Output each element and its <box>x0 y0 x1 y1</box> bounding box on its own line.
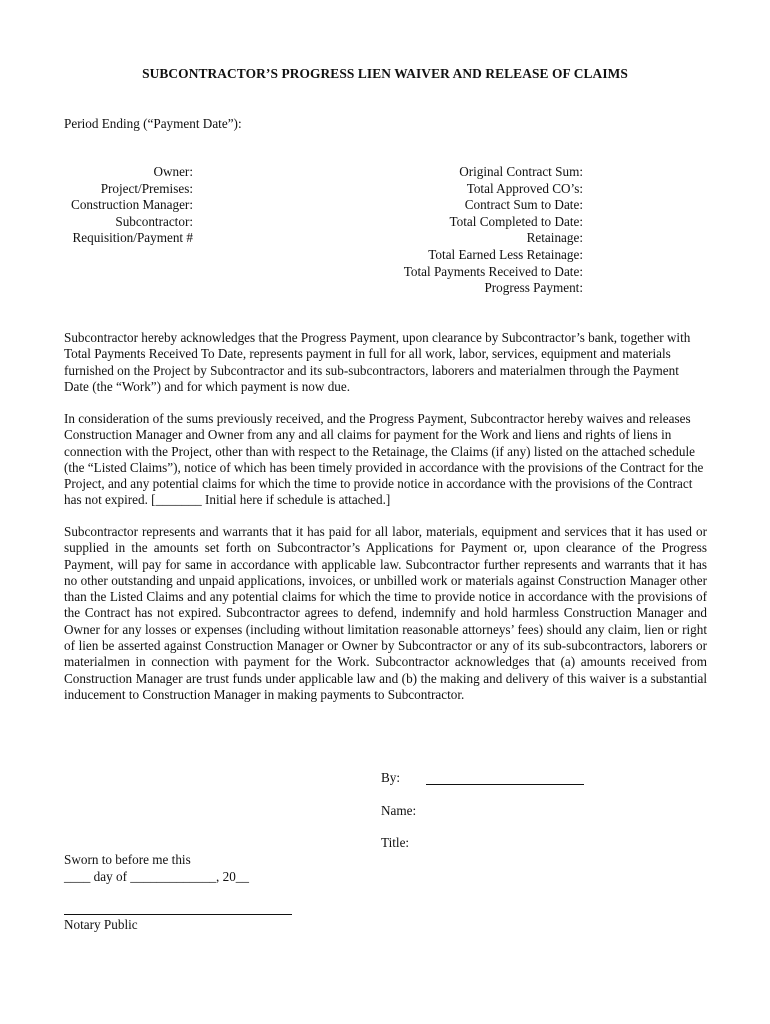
subcontractor-label: Subcontractor: <box>115 213 193 229</box>
sworn-statement <box>64 851 249 885</box>
signature-line[interactable] <box>426 784 584 785</box>
signature-by-label: By: <box>381 770 401 785</box>
owner-label: Owner: <box>153 164 193 179</box>
waiver-release-paragraph: In consideration of the sums previously received, and the Progress Payment, Subcontractor hereby waives and releases Construction Manager and Owner from any and all claims for payment for the Work and liens and rights of liens in connection with the Project, other than with respect to the Retainage, the Claims (if any) listed on the attached schedule (the “Listed Claims”), notice of which has been timely provided in accordance with the provisions of the Contract for the Project, and any potential claims for which the time to provide notice in accordance with the provisions of the Contract has not expired. [_______ Initial here if schedule is attached.] <box>64 411 704 508</box>
signature-name-label: Name: <box>381 803 417 818</box>
notary-public-label: Notary Public <box>64 917 138 932</box>
representations-paragraph: Subcontractor represents and warrants that it has paid for all labor, materials, equipment and services that it has used or supplied in the amounts set forth on Subcontractor’s Applications for Payment or, upon clearance of the Progress Payment, will pay for same in accordance with applicable law. Subcontractor further represents and warrants that it has no other outstanding and unpaid applications, invoices, or unbilled work or materials against Construction Manager other than the Listed Claims and any potential claims for which the time to provide notice in accordance with the provisions of the Contract has not expired. Subcontractor agrees to defend, indemnify and hold harmless Construction Manager and Owner for any losses or expenses (including without limitation reasonable attorneys’ fees) should any claim, lien or right of lien be asserted against Construction Manager or Owner by Subcontractor or any of its sub-subcontractors, laborers or materialmen in connection with payment for the Work. Subcontractor acknowledges that (a) amounts received from Construction Manager are trust funds under applicable law and (b) the making and delivery of this waiver is a substantial inducement to Construction Manager in making payments to Subcontractor. <box>64 524 707 702</box>
signature-title-label: Title: <box>381 835 410 850</box>
requisition-payment-label: Requisition/Payment # <box>72 230 193 246</box>
progress-payment-label: Progress Payment: <box>484 280 583 296</box>
period-ending-label: Period Ending (“Payment Date”): <box>64 116 242 131</box>
retainage-label: Retainage: <box>526 230 583 246</box>
acknowledgement-paragraph: Subcontractor hereby acknowledges that the Progress Payment, upon clearance by Subcontractor’s bank, together with Total Payments Received To Date, represents payment in full for all work, labor, services, equipment and materials furnished on the Project by Subcontractor and its sub-subcontractors, laborers and materialmen through the Payment Date (the “Work”) and for which payment is now due. <box>64 330 691 394</box>
total-approved-cos-label: Total Approved CO’s: <box>466 180 583 196</box>
total-completed-to-date-label: Total Completed to Date: <box>449 213 583 229</box>
left-field-labels <box>40 164 193 247</box>
sworn-line-2: ____ day of _____________, 20__ <box>64 869 249 884</box>
right-field-labels <box>360 164 583 297</box>
contract-sum-to-date-label: Contract Sum to Date: <box>464 197 583 213</box>
notary-signature-line[interactable] <box>64 914 292 915</box>
construction-manager-label: Construction Manager: <box>71 197 193 213</box>
project-premises-label: Project/Premises: <box>100 180 193 196</box>
document-title: SUBCONTRACTOR’S PROGRESS LIEN WAIVER AND RELEASE OF CLAIMS <box>142 66 628 81</box>
original-contract-sum-label: Original Contract Sum: <box>459 164 583 179</box>
sworn-line-1: Sworn to before me this <box>64 852 191 867</box>
total-payments-received-label: Total Payments Received to Date: <box>403 263 583 279</box>
total-earned-less-retainage-label: Total Earned Less Retainage: <box>428 246 583 262</box>
